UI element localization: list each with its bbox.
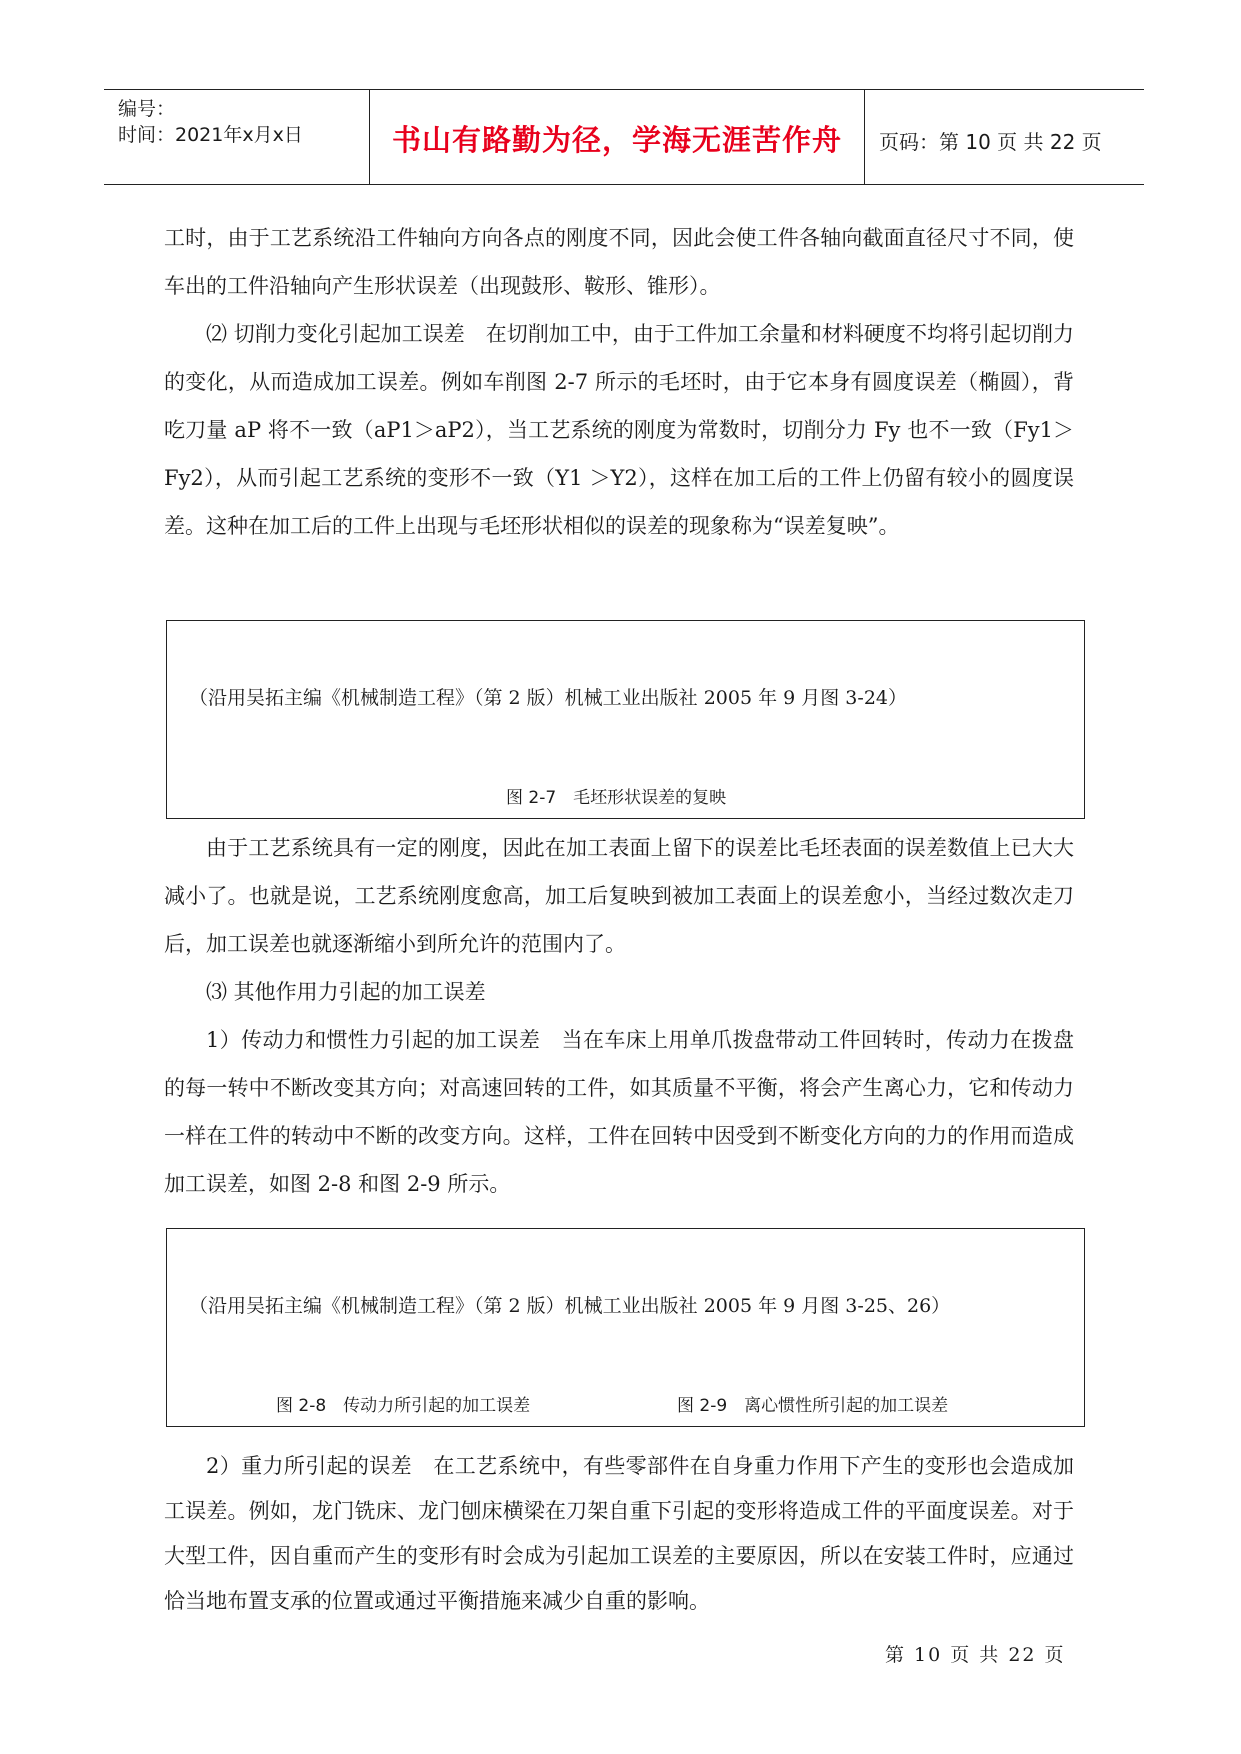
header-page-number: 页码：第 10 页 共 22 页 [879, 130, 1102, 154]
header-motto: 书山有路勤为径，学海无涯苦作舟 [391, 123, 842, 157]
paragraph-4: ⑶ 其他作用力引起的加工误差 [206, 980, 486, 1004]
figure-caption: 图 2-7 毛坯形状误差的复映 [506, 788, 727, 808]
document-header [104, 89, 1144, 185]
header-info-cell [104, 90, 370, 184]
figure-box-2-8-2-9 [166, 1228, 1085, 1427]
figure-source-note: （沿用吴拓主编《机械制造工程》（第 2 版）机械工业出版社 2005 年 9 月图 3-25、26） [189, 1295, 951, 1317]
paragraph-1: 工时，由于工艺系统沿工件轴向方向各点的刚度不同，因此会使工件各轴向截面直径尺寸不同，使车出的工件沿轴向产生形状误差（出现鼓形、鞍形、锥形）。 [164, 226, 1074, 298]
header-motto-cell [370, 90, 865, 184]
document-time-label: 时间：2021年x月x日 [118, 124, 303, 146]
figure-caption-2-9: 图 2-9 离心惯性所引起的加工误差 [677, 1396, 949, 1416]
paragraph-6: 2）重力所引起的误差 在工艺系统中，有些零部件在自身重力作用下产生的变形也会造成加工误差。例如，龙门铣床、龙门刨床横梁在刀架自重下引起的变形将造成工件的平面度误差。对于大型工件，因自重而产生的变形有时会成为引起加工误差的主要原因，所以在安装工件时，应通过恰当地布置支承的位置或通过平衡措施来减少自重的影响。 [164, 1454, 1074, 1613]
header-page-cell [865, 90, 1144, 184]
paragraph-2: ⑵ 切削力变化引起加工误差 在切削加工中，由于工件加工余量和材料硬度不均将引起切削力的变化，从而造成加工误差。例如车削图 2-7 所示的毛坯时，由于它本身有圆度误差（椭圆），背吃刀量 aP 将不一致（aP1＞aP2），当工艺系统的刚度为常数时，切削分力 Fy 也不一致（Fy1＞Fy2），从而引起工艺系统的变形不一致（Y1 ＞Y2），这样在加工后的工件上仍留有较小的圆度误差。这种在加工后的工件上出现与毛坯形状相似的误差的现象称为“误差复映”。 [164, 322, 1074, 538]
figure-caption-2-8: 图 2-8 传动力所引起的加工误差 [276, 1396, 531, 1416]
document-number-label: 编号： [118, 98, 176, 120]
figure-source-note: （沿用吴拓主编《机械制造工程》（第 2 版）机械工业出版社 2005 年 9 月图 3-24） [189, 687, 907, 709]
figure-box-2-7 [166, 620, 1085, 819]
paragraph-5: 1）传动力和惯性力引起的加工误差 当在车床上用单爪拨盘带动工件回转时，传动力在拨盘的每一转中不断改变其方向；对高速回转的工件，如其质量不平衡，将会产生离心力，它和传动力一样在工件的转动中不断的改变方向。这样，工件在回转中因受到不断变化方向的力的作用而造成加工误差，如图 2-8 和图 2-9 所示。 [164, 1028, 1074, 1196]
page-footer: 第 10 页 共 22 页 [885, 1644, 1066, 1666]
paragraph-3: 由于工艺系统具有一定的刚度，因此在加工表面上留下的误差比毛坯表面的误差数值上已大大减小了。也就是说，工艺系统刚度愈高，加工后复映到被加工表面上的误差愈小，当经过数次走刀后，加工误差也就逐渐缩小到所允许的范围内了。 [164, 836, 1074, 956]
